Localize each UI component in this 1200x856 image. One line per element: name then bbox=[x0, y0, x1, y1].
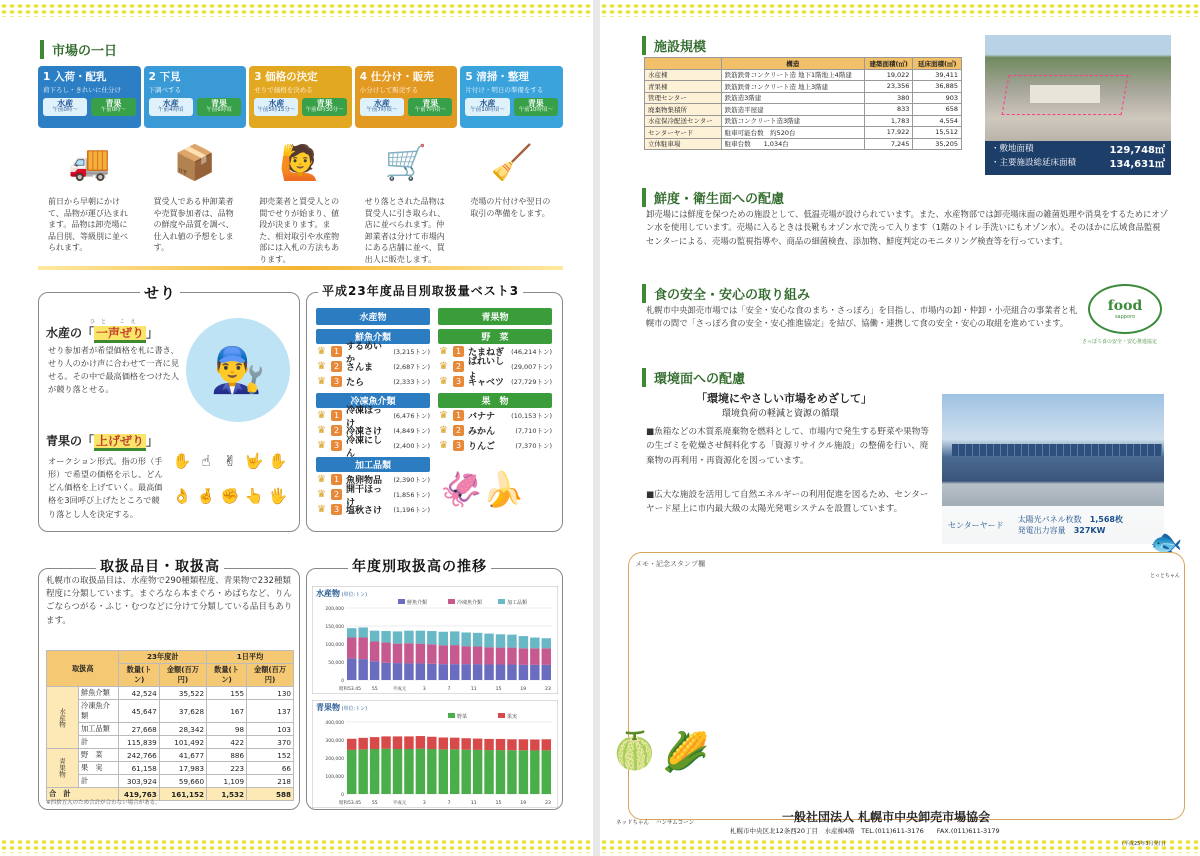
fish-seri-heading: 水産の「 一声ぜり 」 bbox=[46, 324, 158, 341]
flow-step-descriptions bbox=[38, 196, 563, 264]
bar-segment bbox=[484, 750, 493, 794]
bar-segment bbox=[542, 638, 551, 648]
bar-segment bbox=[484, 665, 493, 680]
market-flow-steps bbox=[38, 66, 563, 128]
ranking-item: ♛ 1 バナナ (10,153トン) bbox=[439, 410, 552, 422]
ranking-category: 野 菜 bbox=[438, 329, 552, 344]
facility-row: 水産保冷配送センター 鉄筋コンクリート造3階建 1,783 4,554 bbox=[645, 115, 962, 127]
bar-segment bbox=[370, 641, 379, 661]
bar-segment bbox=[496, 739, 505, 750]
bar-segment bbox=[370, 737, 379, 749]
left-page bbox=[0, 0, 593, 856]
facility-row: 廃棄物集積所 鉄筋造平屋建 833 658 bbox=[645, 104, 962, 116]
chip-veg: 青果 午前0時〜 bbox=[91, 98, 135, 116]
legend-swatch bbox=[448, 713, 455, 718]
x-tick-label: 平成元 bbox=[392, 801, 407, 806]
ranking-item: ♛ 2 冷凍さけ (4,849トン) bbox=[317, 425, 430, 437]
x-tick-label: 11 bbox=[470, 687, 477, 692]
y-tick-label: 400,000 bbox=[325, 721, 344, 726]
fish-mascot: 🐟 bbox=[1150, 528, 1183, 558]
y-tick-label: 100,000 bbox=[325, 643, 344, 648]
flow-divider bbox=[38, 266, 563, 270]
memo-label: メモ・記念スタンプ欄 bbox=[635, 560, 705, 568]
crown-icon: ♛ bbox=[439, 440, 448, 451]
squid-banana-illustration: 🦑🍌 bbox=[440, 470, 525, 510]
chart-title: 青果物 bbox=[316, 703, 340, 712]
bar-segment bbox=[450, 664, 459, 680]
ranking-group bbox=[438, 393, 552, 453]
ranking-category: 鮮魚介類 bbox=[316, 329, 430, 344]
chart-title: 水産物 bbox=[316, 589, 340, 598]
x-tick-label: 55 bbox=[371, 687, 378, 692]
produce-volume-chart bbox=[312, 700, 558, 808]
x-tick-label: 23 bbox=[545, 801, 551, 806]
bar-segment bbox=[450, 631, 459, 645]
bar-segment bbox=[519, 665, 528, 680]
ranking-item: ♛ 3 冷凍にしん (2,400トン) bbox=[317, 435, 430, 459]
bar-segment bbox=[519, 739, 528, 750]
bottom-dot-band-right bbox=[600, 839, 1200, 853]
flow-step-5: 5 清掃・整理 片付け・明日の準備をする 水産 午前10時頃〜 青果 午前10時頃〜 bbox=[460, 66, 563, 128]
bar-segment bbox=[381, 663, 390, 680]
facilities-table: 構造 建築面積(㎡) 延床面積(㎡) 水産棟 鉄筋鉄骨コンクリート造 地下1階地上4階建 19,022 39,411 青果棟 鉄筋鉄骨コンクリート造 地上3階建 23,356 36,885 管理センター 鉄筋造3階建 380 903 廃棄物集積所 鉄筋造平屋建 833 658 水産保冷配送センター 鉄筋コンクリート造3階建 1,783 4,554 センターヤード 駐車可能台数 約520台 17,922 15,512 立体駐車場 駐車台数 1,034台 7,245 35,205 bbox=[644, 57, 962, 150]
ranking-category: 加工品類 bbox=[316, 457, 430, 472]
x-tick-label: 7 bbox=[447, 801, 451, 806]
y-tick-label: 50,000 bbox=[328, 661, 344, 666]
bar-segment bbox=[416, 736, 425, 749]
aerial-photo bbox=[985, 35, 1171, 175]
bar-segment bbox=[542, 750, 551, 794]
crown-icon: ♛ bbox=[317, 376, 326, 387]
safety-title: 食の安全・安心の取り組み bbox=[642, 284, 810, 303]
bar-segment bbox=[439, 664, 448, 680]
bar-segment bbox=[461, 750, 470, 794]
area-caption: ・敷地面積 129,748㎡ ・主要施設総延床面積 134,631㎡ bbox=[985, 141, 1171, 175]
table-head-daily: 1日平均 bbox=[207, 651, 294, 664]
y-tick-label: 0 bbox=[341, 793, 344, 798]
y-tick-label: 200,000 bbox=[325, 757, 344, 762]
x-tick-label: 19 bbox=[520, 687, 527, 692]
footer-address: 札幌市中央区北12条西20丁目 水産棟4階 TEL.(011)611-3176 FAX.(011)611-3179 bbox=[730, 827, 1000, 835]
bar-segment bbox=[484, 647, 493, 664]
ranking-item: ♛ 2 さんま (2,687トン) bbox=[317, 361, 430, 373]
crown-icon: ♛ bbox=[317, 504, 326, 515]
crown-icon: ♛ bbox=[439, 425, 448, 436]
bar-segment bbox=[439, 749, 448, 794]
ranking-item: ♛ 1 たまねぎ (46,214トン) bbox=[439, 346, 552, 358]
ranking-category: 冷凍魚介類 bbox=[316, 393, 430, 408]
facility-row: 立体駐車場 駐車台数 1,034台 7,245 35,205 bbox=[645, 138, 962, 150]
bar-segment bbox=[542, 739, 551, 750]
crown-icon: ♛ bbox=[317, 474, 326, 485]
bar-segment bbox=[473, 664, 482, 680]
bar-segment bbox=[347, 628, 356, 637]
chip-fish: 水産 午前7時頃〜 bbox=[360, 98, 404, 116]
bar-segment bbox=[473, 750, 482, 794]
bottom-dot-band bbox=[0, 839, 593, 853]
memo-stamp-area[interactable] bbox=[628, 552, 1185, 820]
x-tick-label: 昭和53.45 bbox=[339, 687, 361, 692]
bar-segment bbox=[347, 750, 356, 794]
ranking-item: ♛ 1 するめいか (3,215トン) bbox=[317, 341, 430, 365]
fresh-text: 卸売場には鮮度を保つための施設として、低温売場が設けられています。また、水産物部では卸売場床面の雑菌処理や消臭をするためにオゾン水を使用しています。売場に入るときは長靴もオゾン水で洗って入ります（1階のトイレ手洗いにもオゾン水）。そのほかに広域食品監視センターによる、売場の監視指導や、商品の細菌検査、添加物、鮮度判定のモニタリング検査等を行っています。 bbox=[646, 209, 1168, 246]
facility-row: 水産棟 鉄筋鉄骨コンクリート造 地下1階地上4階建 19,022 39,411 bbox=[645, 69, 962, 81]
table-head-year: 23年度計 bbox=[119, 651, 207, 664]
y-tick-label: 100,000 bbox=[325, 775, 344, 780]
chip-fish: 水産 午前5時15分〜 bbox=[254, 98, 298, 116]
x-tick-label: 15 bbox=[495, 801, 502, 806]
bar-segment bbox=[461, 664, 470, 680]
facility-row: センターヤード 駐車可能台数 約520台 17,922 15,512 bbox=[645, 127, 962, 139]
bar-segment bbox=[530, 750, 539, 794]
legend-label: 冷凍魚介類 bbox=[457, 600, 483, 606]
flow-step-text-4: せり落とされた品物は買受人に引き取られ、店に並べられます。仲卸業者は分けて市場内にある店舗に並べ、買出人に販売します。 bbox=[364, 197, 446, 264]
bar-segment bbox=[381, 631, 390, 643]
items-title: 取扱品目・取扱高 bbox=[96, 556, 224, 576]
bar-segment bbox=[358, 738, 367, 750]
legend-label: 加工品類 bbox=[507, 600, 528, 606]
flow-illustrations bbox=[38, 132, 563, 194]
bar-segment bbox=[473, 633, 482, 647]
bar-segment bbox=[439, 737, 448, 749]
bar-segment bbox=[507, 665, 516, 680]
bar-segment bbox=[519, 648, 528, 665]
table-total-row: 合 計 419,763 161,152 1,532 588 bbox=[47, 788, 294, 801]
chip-veg: 青果 午前10時頃〜 bbox=[514, 98, 558, 116]
ranking-item: ♛ 1 魚卵物品 (2,390トン) bbox=[317, 474, 430, 486]
trend-title: 年度別取扱高の推移 bbox=[348, 556, 491, 576]
building-roof bbox=[1030, 85, 1100, 103]
flow-step-text-5: 売場の片付けや翌日の取引の準備をします。 bbox=[470, 197, 551, 218]
flow-step-1: 1 入荷・配乳 荷下ろし・きれいに仕分け 水産 午前0時〜 青果 午前0時〜 bbox=[38, 66, 141, 128]
food-safety-logo: food sapporo bbox=[1088, 284, 1162, 334]
flow-step-4: 4 仕分け・販売 小分けして販売する 水産 午前7時頃〜 青果 午前7時頃〜 bbox=[355, 66, 458, 128]
facility-row: 管理センター 鉄筋造3階建 380 903 bbox=[645, 92, 962, 104]
x-tick-label: 3 bbox=[422, 801, 426, 806]
chip-veg: 青果 午前6時頃 bbox=[197, 98, 241, 116]
top-dot-band-right bbox=[600, 3, 1200, 17]
bar-segment bbox=[370, 661, 379, 680]
table-row: 水産物 鮮魚介類 42,524 35,522 155 130 bbox=[47, 687, 294, 700]
bar-segment bbox=[347, 658, 356, 680]
bar-segment bbox=[507, 750, 516, 794]
crown-icon: ♛ bbox=[317, 361, 326, 372]
bar-segment bbox=[427, 644, 436, 663]
ranking-item: ♛ 2 みかん (7,710トン) bbox=[439, 425, 552, 437]
x-tick-label: 平成元 bbox=[392, 687, 407, 692]
legend-label: 野菜 bbox=[457, 714, 468, 720]
bar-segment bbox=[542, 665, 551, 680]
table-row: 冷凍魚介類 45,647 37,628 167 137 bbox=[47, 700, 294, 723]
bar-segment bbox=[439, 632, 448, 646]
bar-segment bbox=[473, 647, 482, 665]
chip-veg: 青果 午前7時頃〜 bbox=[408, 98, 452, 116]
bar-segment bbox=[496, 634, 505, 647]
bar-segment bbox=[484, 739, 493, 750]
table-row: 青果物 野 菜 242,766 41,677 886 152 bbox=[47, 749, 294, 762]
seri-title: せり bbox=[140, 282, 180, 303]
melon-mascot: 🍈 bbox=[612, 731, 657, 772]
bar-segment bbox=[404, 736, 413, 749]
x-tick-label: 55 bbox=[371, 801, 378, 806]
flow-step-2: 2 下見 下調べする 水産 午前4時頃 青果 午前6時頃 bbox=[144, 66, 247, 128]
melon-mascot-name: ネッドちゃん bbox=[616, 820, 650, 826]
ranking-group bbox=[316, 457, 430, 517]
items-table: 取扱高 23年度計 1日平均 数量(トン) 金額(百万円) 数量(トン) 金額(百万円) 水産物 鮮魚介類 42,524 35,522 155 130 冷凍魚介類 45,647 37,628 167 137 加工品類 27,668 28,342 98 103 計 115,839 101,492 422 370 青果物 野 菜 242,766 41,677 886 152 果 実 61,158 17,983 223 66 計 303,924 59,660 1,109 218 合 計 419,763 161,152 1,532 588 bbox=[46, 650, 294, 801]
env-point-1: ■魚箱などの木質系廃棄物を燃料として、市場内で発生する野菜や果物等の生ゴミを乾燥させ飼料化する「資源リサイクル施設」の整備を行い、廃棄物の再利用・再資源化を図っています。 bbox=[646, 427, 929, 466]
y-tick-label: 300,000 bbox=[325, 739, 344, 744]
env-title: 環境面への配慮 bbox=[642, 368, 745, 387]
legend-swatch bbox=[498, 713, 505, 718]
bar-segment bbox=[416, 663, 425, 680]
bar-segment bbox=[393, 663, 402, 680]
bar-segment bbox=[370, 631, 379, 642]
env-subheadline: 環境負荷の軽減と資源の循環 bbox=[722, 409, 840, 419]
auctioneer-icon: 🙋 bbox=[279, 143, 322, 183]
x-tick-label: 7 bbox=[447, 687, 451, 692]
bar-segment bbox=[404, 643, 413, 663]
bar-segment bbox=[427, 749, 436, 794]
safety-text: 札幌市中央卸売市場では「安全・安心な食のまち・さっぽろ」を目指し、市場内の卸・仲卸・小売組合の事業者と札幌市の間で「さっぽろ食の安全・安心推進協定」を結び、協働・連携して食の安全・安心の取組を進めています。 bbox=[646, 305, 1078, 329]
ranking-item: ♛ 3 たら (2,333トン) bbox=[317, 376, 430, 388]
bar-segment bbox=[496, 750, 505, 794]
bar-segment bbox=[450, 738, 459, 750]
truck-icon: 🚚 bbox=[68, 143, 111, 183]
bar-segment bbox=[496, 648, 505, 665]
veg-header: 青果物 bbox=[438, 308, 552, 325]
facilities-title: 施設規模 bbox=[642, 36, 706, 55]
bar-segment bbox=[530, 648, 539, 665]
legend-label: 鮮魚介類 bbox=[407, 600, 428, 606]
ranking-item: ♛ 3 塩秋さけ (1,196トン) bbox=[317, 504, 430, 516]
corn-mascot: 🌽 bbox=[662, 730, 710, 774]
bar-segment bbox=[519, 750, 528, 794]
fish-mascot-name: とっとちゃん bbox=[1150, 573, 1180, 579]
bar-segment bbox=[507, 635, 516, 648]
ranking-item: ♛ 3 りんご (7,370トン) bbox=[439, 440, 552, 452]
broom-icon: 🧹 bbox=[490, 143, 533, 183]
bar-segment bbox=[358, 638, 367, 660]
bar-segment bbox=[416, 749, 425, 794]
fish-seri-text: せり参加者が希望価格を札に書き、せり人のかけ声に合わせて一斉に見せる。その中で最高価格をつけた人が競り落とせる。 bbox=[48, 345, 180, 395]
x-tick-label: 19 bbox=[520, 801, 527, 806]
x-tick-label: 15 bbox=[495, 687, 502, 692]
solar-caption: センターヤード 太陽光パネル枚数 1,568枚 発電出力容量 327KW bbox=[942, 506, 1164, 544]
veg-seri-text: オークション形式。指の形（手形）で希望の価格を示し、どんどん価格を上げていく。最高価格を3回呼び上げたところで競り落とし人を決定する。 bbox=[48, 456, 163, 519]
chip-fish: 水産 午前10時頃〜 bbox=[465, 98, 509, 116]
table-head-item: 取扱高 bbox=[47, 651, 119, 687]
seri-ruby: ひと こえ bbox=[90, 319, 142, 325]
ranking-group bbox=[438, 329, 552, 389]
ranking-item: ♛ 2 開干ほっけ (1,856トン) bbox=[317, 484, 430, 508]
table-row: 加工品類 27,668 28,342 98 103 bbox=[47, 723, 294, 736]
bar-segment bbox=[416, 644, 425, 664]
crown-icon: ♛ bbox=[317, 489, 326, 500]
bar-segment bbox=[530, 739, 539, 750]
solar-photo bbox=[942, 394, 1164, 544]
legend-swatch bbox=[448, 599, 455, 604]
flow-step-text-2: 買受人である仲卸業者や売買参加者は、品物の鮮度や品質を調べ、仕入れ値の予想をします。 bbox=[153, 197, 234, 253]
fish-header: 水産物 bbox=[316, 308, 430, 325]
bar-segment bbox=[393, 644, 402, 663]
chip-veg: 青果 午前6時30分〜 bbox=[302, 98, 346, 116]
bar-segment bbox=[427, 664, 436, 680]
bar-segment bbox=[542, 648, 551, 665]
footer-date: (平成25年3月発行) bbox=[1122, 841, 1166, 847]
bar-segment bbox=[358, 627, 367, 637]
bar-segment bbox=[370, 749, 379, 794]
table-row: 計 303,924 59,660 1,109 218 bbox=[47, 775, 294, 788]
table-row: 果 実 61,158 17,983 223 66 bbox=[47, 762, 294, 775]
cart-icon: 🛒 bbox=[384, 143, 428, 183]
bar-segment bbox=[381, 736, 390, 748]
y-tick-label: 0 bbox=[341, 679, 344, 684]
bar-segment bbox=[507, 648, 516, 665]
bar-segment bbox=[484, 634, 493, 648]
fish-auction-illustration: 👨‍🔧 bbox=[186, 318, 290, 422]
fresh-title: 鮮度・衛生面への配慮 bbox=[642, 188, 784, 207]
bar-segment bbox=[404, 631, 413, 644]
footer-org: 一般社団法人 札幌市中央卸売市場協会 bbox=[782, 810, 991, 824]
crate-icon: 📦 bbox=[173, 143, 217, 183]
x-tick-label: 23 bbox=[545, 687, 551, 692]
bar-segment bbox=[450, 645, 459, 664]
bar-segment bbox=[347, 638, 356, 659]
legend-swatch bbox=[498, 599, 505, 604]
bar-segment bbox=[530, 665, 539, 680]
bar-segment bbox=[427, 631, 436, 644]
items-text: 札幌市の取扱品目は、水産物で290種類程度、青果物で232種類程度に分類しています。まぐろなら本まぐろ・めばちなど、りんごならつがる・ふじ・むつなどに分けて分類している品目もあります。 bbox=[46, 576, 293, 626]
crown-icon: ♛ bbox=[317, 425, 326, 436]
x-tick-label: 昭和53.45 bbox=[339, 801, 361, 806]
env-headline: 「環境にやさしい市場をめざして」 bbox=[696, 392, 872, 405]
y-tick-label: 150,000 bbox=[325, 625, 344, 630]
food-logo-caption: さっぽろ食の安全・安心推進協定 bbox=[1082, 339, 1158, 345]
flow-step-3: 3 価格の決定 せりで価格を決める 水産 午前5時15分〜 青果 午前6時30分〜 bbox=[249, 66, 352, 128]
bar-segment bbox=[507, 739, 516, 750]
bar-segment bbox=[404, 749, 413, 794]
corn-mascot-name: ハンサムコーン bbox=[656, 820, 695, 826]
env-point-2: ■広大な施設を活用して自然エネルギーの利用促進を図るため、センターヤード屋上に市内最大級の太陽光発電システムを設置しています。 bbox=[646, 490, 929, 515]
best3-title: 平成23年度品目別取扱量ベスト3 bbox=[318, 282, 523, 299]
bar-segment bbox=[393, 749, 402, 794]
ranking-group bbox=[316, 329, 430, 389]
veg-ranking-column bbox=[438, 308, 552, 453]
bar-segment bbox=[393, 736, 402, 749]
ranking-item: ♛ 1 冷凍ほっけ (6,476トン) bbox=[317, 405, 430, 429]
y-tick-label: 200,000 bbox=[325, 607, 344, 612]
chart-unit: (単位:トン) bbox=[341, 706, 368, 712]
fish-ranking-column bbox=[316, 308, 430, 517]
crown-icon: ♛ bbox=[317, 346, 326, 357]
items-note: ※四捨五入のため合計が合わない場合がある。 bbox=[46, 800, 161, 806]
veg-seri-heading: 青果の「 上げぜり 」 bbox=[46, 432, 158, 449]
chart-unit: (単位:トン) bbox=[341, 592, 368, 598]
bar-segment bbox=[473, 739, 482, 750]
bar-segment bbox=[381, 749, 390, 794]
crown-icon: ♛ bbox=[317, 440, 326, 451]
facility-row: 青果棟 鉄筋鉄骨コンクリート造 地上3階建 23,356 36,885 bbox=[645, 81, 962, 93]
bar-segment bbox=[358, 749, 367, 794]
ranking-category: 果 物 bbox=[438, 393, 552, 408]
ranking-group bbox=[316, 393, 430, 459]
bar-segment bbox=[439, 645, 448, 664]
bar-segment bbox=[461, 738, 470, 750]
bar-segment bbox=[416, 631, 425, 644]
fish-volume-chart bbox=[312, 586, 558, 694]
bar-segment bbox=[404, 663, 413, 680]
bar-segment bbox=[496, 665, 505, 680]
hand-signs-illustration: ✋ ☝ ✌ 🤟 ✋ 👌 🤞 ✊ 👆 🖐 bbox=[172, 452, 288, 505]
solar-panels bbox=[952, 444, 1162, 456]
bar-segment bbox=[461, 632, 470, 646]
legend-label: 果実 bbox=[507, 714, 518, 720]
ranking-item: ♛ 3 キャベツ (27,729トン) bbox=[439, 376, 552, 388]
table-row: 計 115,839 101,492 422 370 bbox=[47, 736, 294, 749]
crown-icon: ♛ bbox=[439, 361, 448, 372]
x-tick-label: 11 bbox=[470, 801, 477, 806]
bar-segment bbox=[461, 646, 470, 664]
bar-segment bbox=[347, 739, 356, 750]
chip-fish: 水産 午前4時頃 bbox=[149, 98, 193, 116]
crown-icon: ♛ bbox=[439, 410, 448, 421]
market-day-title: 市場の一日 bbox=[40, 40, 117, 59]
crown-icon: ♛ bbox=[439, 346, 448, 357]
bar-segment bbox=[530, 638, 539, 649]
x-tick-label: 3 bbox=[422, 687, 426, 692]
bar-segment bbox=[427, 737, 436, 749]
bar-segment bbox=[358, 659, 367, 680]
flow-step-text-3: 卸売業者と買受人との間でせりが始まり、値段が決まります。また、相対取引や水産物部には入札の方法もあります。 bbox=[259, 197, 340, 264]
crown-icon: ♛ bbox=[317, 410, 326, 421]
ranking-item: ♛ 2 ばれいしょ (29,007トン) bbox=[439, 356, 552, 380]
legend-swatch bbox=[398, 599, 405, 604]
bar-segment bbox=[381, 643, 390, 663]
page-gutter bbox=[593, 0, 600, 856]
top-dot-band bbox=[0, 3, 593, 17]
flow-step-text-1: 前日から早朝にかけて、品物が運び込まれます。品物は卸売場に品目別、等級別に並べられます。 bbox=[48, 197, 128, 253]
crown-icon: ♛ bbox=[439, 376, 448, 387]
bar-segment bbox=[393, 631, 402, 643]
bar-segment bbox=[519, 636, 528, 648]
bar-segment bbox=[450, 749, 459, 794]
chip-fish: 水産 午前0時〜 bbox=[43, 98, 87, 116]
